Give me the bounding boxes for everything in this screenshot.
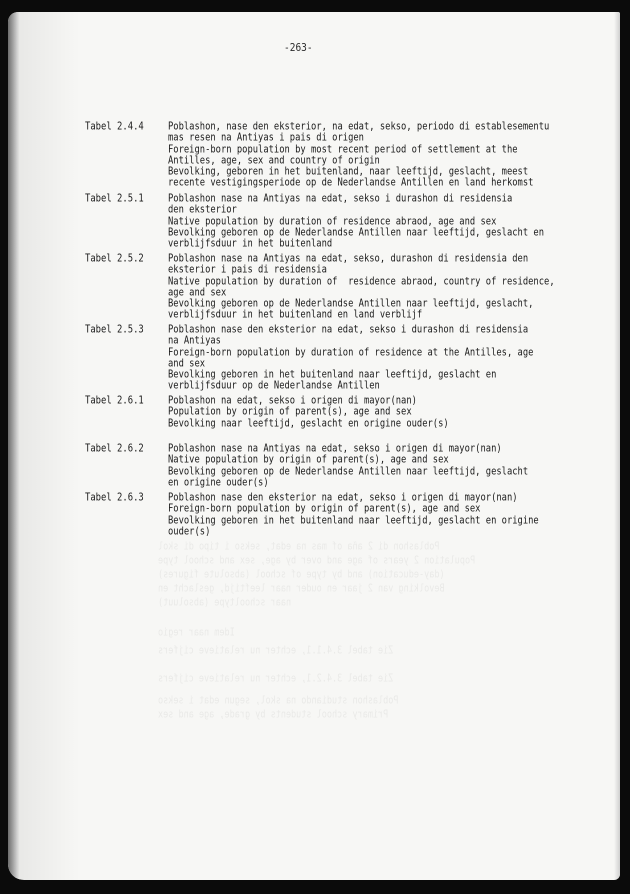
description-line: Native population by duration of residence abraod, country of residence, bbox=[168, 275, 555, 288]
description-line: en origine ouder(s) bbox=[168, 476, 269, 490]
description-line: Poblashon nase na Antiyas na edat, sekso i durashon di residensia bbox=[168, 193, 513, 206]
description-line: Bevolking geboren op de Nederlandse Antillen naar leeftijd, geslacht bbox=[168, 465, 529, 478]
description-line: mas resen na Antiyas i pais di origen bbox=[168, 132, 364, 145]
description-line: Poblashon, nase den eksterior, na edat, sekso, periodo di establesementu bbox=[168, 121, 550, 134]
description-line: verblijfsduur op de Nederlandse Antillen bbox=[168, 380, 380, 393]
table-label: Tabel 2.5.3 bbox=[85, 324, 144, 337]
description-line: Antilles, age, sex and country of origin bbox=[168, 154, 380, 168]
description-line: Bevolking geboren in het buitenland naar leeftijd, geslacht en bbox=[168, 369, 497, 382]
table-description bbox=[168, 253, 555, 321]
description-line: age and sex bbox=[168, 286, 227, 300]
description-line: Poblashon na edat, sekso i origen di mayor(nan) bbox=[168, 395, 417, 408]
description-line: Foreign-born population by origin of parent(s), age and sex bbox=[168, 503, 481, 516]
description-line: Bevolking geboren in het buitenland naar leeftijd, geslacht en origine bbox=[168, 514, 539, 527]
table-label: Tabel 2.6.1 bbox=[85, 395, 144, 408]
description-line: Poblashon nase den eksterior na edat, sekso i durashon di residensia bbox=[168, 324, 529, 337]
description-line: Bevolking, geboren in het buitenland, naar leeftijd, geslacht, meest bbox=[168, 166, 529, 179]
description-line: eksterior i pais di residensia bbox=[168, 264, 327, 277]
description-line: Population by origin of parent(s), age and sex bbox=[168, 406, 412, 419]
table-label: Tabel 2.5.1 bbox=[85, 193, 144, 206]
description-line: Bevolking geboren op de Nederlandse Antillen naar leeftijd, geslacht, bbox=[168, 298, 534, 311]
description-line: Poblashon nase na Antiyas na edat, sekso i origen di mayor(nan) bbox=[168, 443, 502, 456]
description-line: Bevolking naar leeftijd, geslacht en origine ouder(s) bbox=[168, 417, 449, 430]
show-through-text: Poblashon di 2 aña of mas na edat, sekso i tipo di skol Population 2 years of age and over by age, sex and school type (day-education) and by type of school (absolute figures) Bevolking van 2 jaar en ouder naar leeftijd, geslacht en naar schooltype (absoluut) Idem naar regio Zie tabel 3.4.1.1, echter nu relatieve cijfers Zie tabel 3.4.2.1, echter nu relatieve cijfers Poblashon studiando na skol, segun edat i sekso Primary school students by grade, age and sex bbox=[158, 541, 476, 721]
description-line: Bevolking geboren op de Nederlandse Antillen naar leeftijd, geslacht en bbox=[168, 226, 545, 240]
table-label: Tabel 2.6.3 bbox=[85, 492, 144, 505]
description-line: na Antiyas bbox=[168, 335, 221, 348]
table-description bbox=[168, 193, 544, 249]
description-line: verblijfsduur in het buitenland en land verblijf bbox=[168, 309, 423, 322]
table-label: Tabel 2.4.4 bbox=[85, 121, 144, 134]
table-label: Tabel 2.6.2 bbox=[85, 443, 144, 456]
table-description bbox=[168, 121, 549, 189]
description-line: den eksterior bbox=[168, 204, 237, 217]
description-line: recente vestigingsperiode op de Nederlandse Antillen en land herkomst bbox=[168, 177, 534, 190]
table-description bbox=[168, 492, 539, 537]
table-description bbox=[168, 324, 533, 392]
description-line: and sex bbox=[168, 357, 206, 371]
table-description bbox=[168, 395, 449, 429]
description-line: Native population by duration of residence abraod, age and sex bbox=[168, 215, 497, 228]
description-line: Foreign-born population by most recent period of settlement at the bbox=[168, 143, 518, 156]
page-right-edge bbox=[614, 12, 620, 880]
document-page bbox=[8, 12, 620, 880]
table-description bbox=[168, 443, 528, 488]
page-number: -263- bbox=[284, 42, 313, 55]
description-line: Foreign-born population by duration of residence at the Antilles, age bbox=[168, 346, 534, 359]
page-binding-edge bbox=[8, 12, 20, 880]
description-line: Native population by origin of parent(s), age and sex bbox=[168, 454, 449, 467]
description-line: Poblashon nase na Antiyas na edat, sekso, durashon di residensia den bbox=[168, 253, 529, 266]
description-line: ouder(s) bbox=[168, 525, 211, 539]
description-line: Poblashon nase den eksterior na edat, sekso i origen di mayor(nan) bbox=[168, 492, 518, 505]
table-label: Tabel 2.5.2 bbox=[85, 253, 144, 266]
binding-shadow bbox=[20, 12, 80, 880]
description-line: verblijfsduur in het buitenland bbox=[168, 238, 333, 251]
